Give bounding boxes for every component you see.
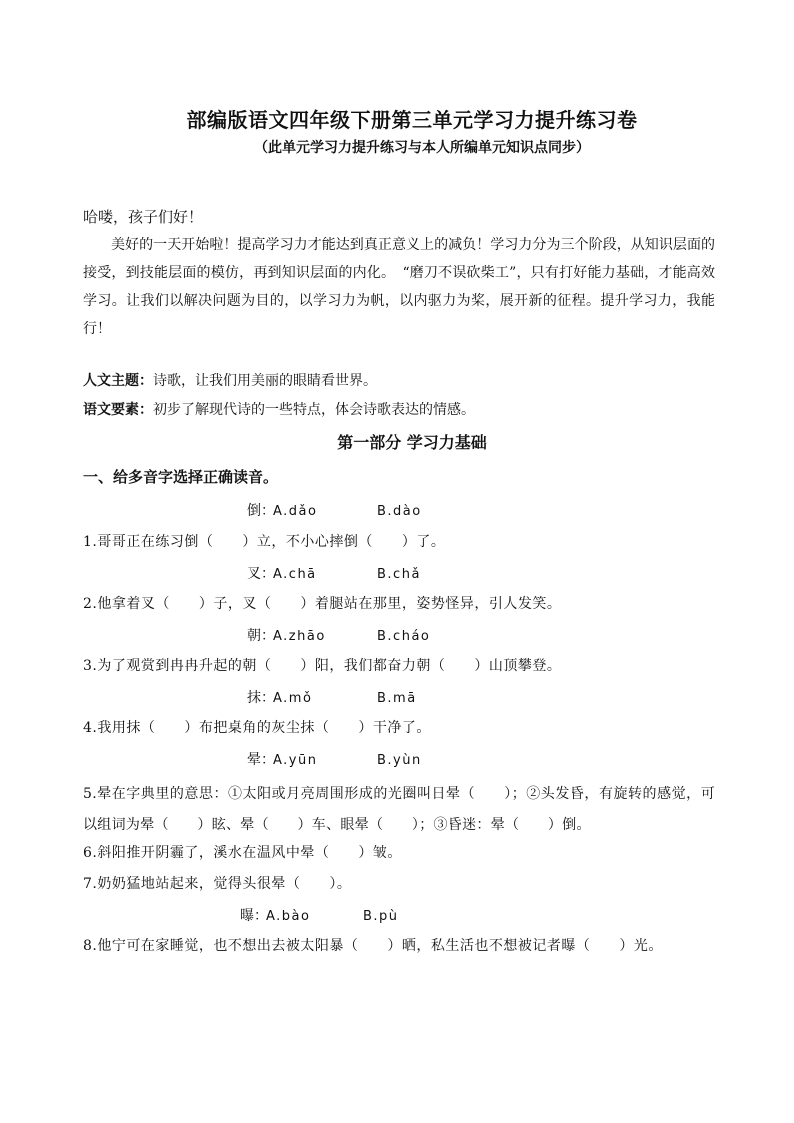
polyphone-char: 叉：: [247, 566, 275, 582]
section-title: 一、给多音字选择正确读音。: [83, 468, 279, 486]
question: 7.奶奶猛地站起来，觉得头很晕（ ）。: [83, 876, 352, 892]
option-a: A.mǒ: [273, 691, 313, 706]
option-b: B.pù: [363, 909, 399, 924]
polyphone-char: 抹：: [247, 690, 275, 706]
option-b: B.dào: [377, 504, 422, 519]
intro-paragraph: 美好的一天开始啦！提高学习力才能达到真正意义上的减负！学习力分为三个阶段，从知识层面的接受，到技能层面的模仿，再到知识层面的内化。 “磨刀不误砍柴工”，只有打好能力基础，才能高效学习。让我们以解决问题为目的，以学习力为帆，以内驱力为桨，展开新的征程。提升学习力，我能行！: [83, 237, 715, 337]
options-row: [247, 749, 422, 769]
options-row: [247, 500, 422, 520]
polyphone-char: 朝：: [247, 628, 275, 644]
element-text: 初步了解现代诗的一些特点，体会诗歌表达的情感。: [153, 402, 475, 418]
question: 2.他拿着叉（ ）子，叉（ ）着腿站在那里，姿势怪异，引人发笑。: [83, 596, 562, 612]
polyphone-char: 晕：: [247, 752, 275, 768]
question: 1.哥哥正在练习倒（ ）立，不小心摔倒（ ）了。: [83, 534, 446, 550]
page-subtitle: （此单元学习力提升练习与本人所编单元知识点同步）: [254, 140, 590, 156]
question: 8.他宁可在家睡觉，也不想出去被太阳暴（ ）晒，私生活也不想被记者曝（ ）光。: [83, 938, 663, 954]
option-a: A.dǎo: [273, 504, 318, 519]
theme-label: 人文主题：: [83, 373, 153, 389]
question: 6.斜阳推开阴霾了，溪水在温风中晕（ ）皱。: [83, 845, 402, 861]
option-a: A.bào: [266, 909, 311, 924]
option-a: A.yūn: [273, 753, 318, 768]
question: 4.我用抹（ ）布把桌角的灰尘抹（ ）干净了。: [83, 720, 431, 736]
part-title: 第一部分 学习力基础: [337, 433, 487, 452]
option-a: A.zhāo: [273, 629, 326, 644]
options-row: [247, 563, 421, 583]
page-title: 部编版语文四年级下册第三单元学习力提升练习卷: [186, 108, 638, 132]
greeting: 哈喽，孩子们好！: [83, 208, 204, 226]
element-label: 语文要素：: [83, 402, 153, 418]
option-b: B.mā: [377, 691, 417, 706]
options-row: [247, 687, 417, 707]
option-b: B.cháo: [377, 629, 431, 644]
option-b: B.chǎ: [377, 567, 421, 582]
theme-text: 诗歌，让我们用美丽的眼睛看世界。: [153, 373, 377, 389]
options-row: [240, 905, 399, 925]
option-b: B.yùn: [377, 753, 422, 768]
element-line: [83, 399, 475, 419]
theme-line: [83, 370, 377, 390]
option-a: A.chā: [273, 567, 317, 582]
question: 5.晕在字典里的意思：①太阳或月亮周围形成的光圈叫日晕（ ）；②头发昏，有旋转的感觉，可以组词为晕（ ）眩、晕（ ）车、眼晕（ ）；③昏迷：晕（ ）倒。: [83, 786, 715, 833]
polyphone-char: 曝：: [240, 908, 268, 924]
options-row: [247, 625, 430, 645]
polyphone-char: 倒：: [247, 503, 275, 519]
question: 3.为了观赏到冉冉升起的朝（ ）阳，我们都奋力朝（ ）山顶攀登。: [83, 658, 562, 674]
